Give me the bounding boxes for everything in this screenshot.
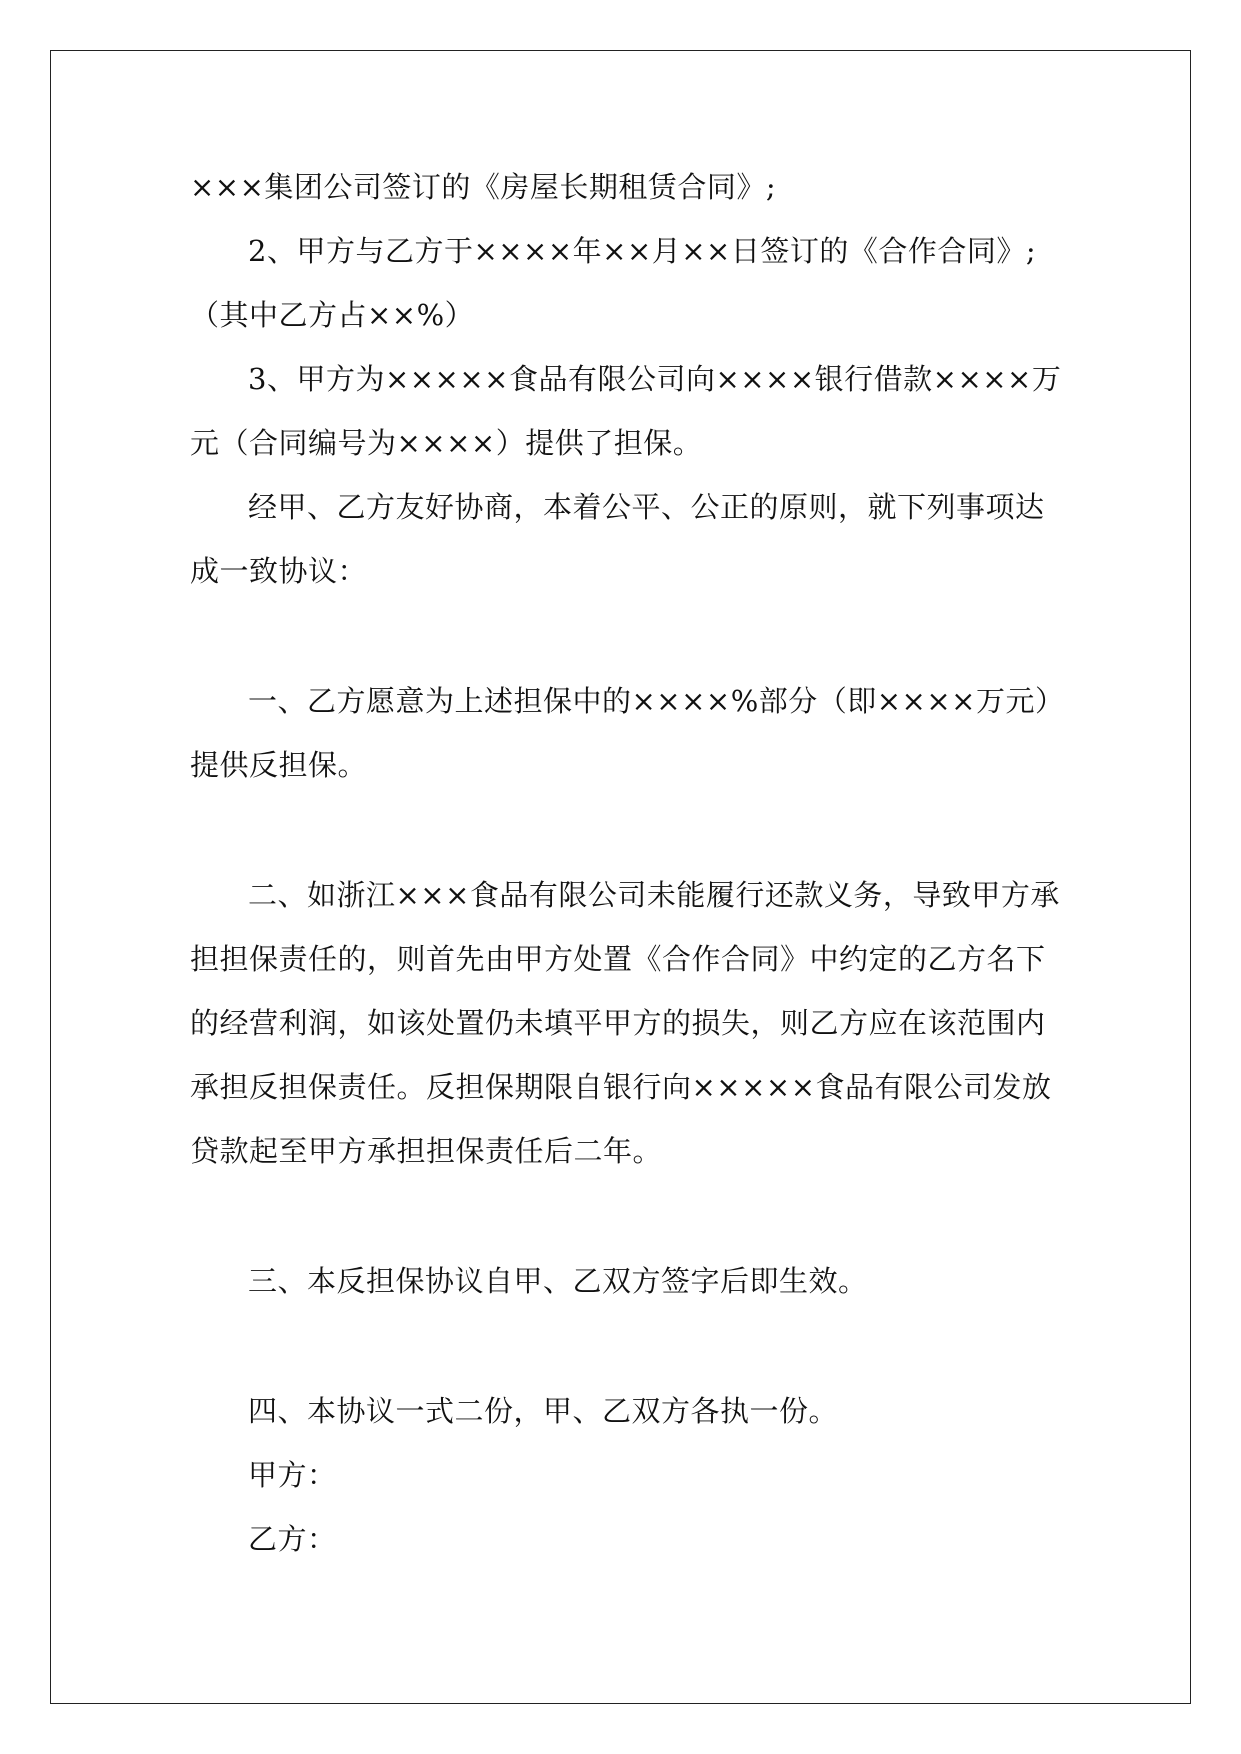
paragraph-agreement-intro: 经甲、乙方友好协商，本着公平、公正的原则，就下列事项达成一致协议： [190,490,1045,588]
paragraph-lease-contract: ×××集团公司签订的《房屋长期租赁合同》; [190,170,777,204]
clause-two: 二、如浙江×××食品有限公司未能履行还款义务，导致甲方承担担保责任的，则首先由甲方处置《合作合同》中约定的乙方名下的经营利润，如该处置仍未填平甲方的损失，则乙方应在该范围内承担反担保责任。反担保期限自银行向×××××食品有限公司发放贷款起至甲方承担担保责任后二年。 [190,878,1060,1168]
paragraph-cooperation-contract: 2、甲方与乙方于××××年××月××日签订的《合作合同》;（其中乙方占××%） [190,234,1037,332]
signature-party-b: 乙方： [248,1522,337,1556]
clause-four: 四、本协议一式二份，甲、乙双方各执一份。 [248,1394,839,1428]
paragraph-guarantee: 3、甲方为×××××食品有限公司向××××银行借款××××万元（合同编号为××××）提供了担保。 [190,362,1062,460]
clause-one: 一、乙方愿意为上述担保中的××××%部分（即××××万元）提供反担保。 [190,684,1050,782]
signature-party-a: 甲方： [248,1458,337,1492]
clause-three: 三、本反担保协议自甲、乙双方签字后即生效。 [248,1264,868,1298]
document-body [190,155,1062,1571]
